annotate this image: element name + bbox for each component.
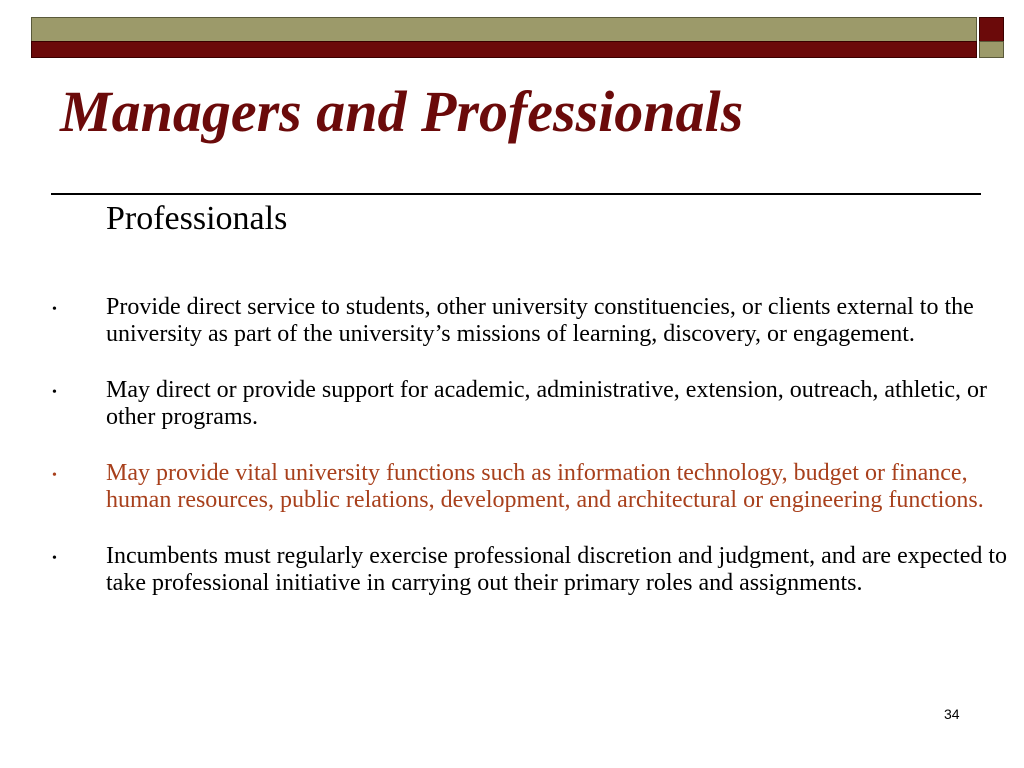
page-number: 34: [944, 706, 960, 722]
bullet-item: [52, 543, 1017, 597]
header-maroon-square: [979, 17, 1004, 42]
bullet-text: Provide direct service to students, other university constituencies, or clients external to the university as part of the university’s missions of learning, discovery, or engagement.: [106, 294, 974, 347]
header-olive-square: [979, 41, 1004, 58]
bullet-item: [52, 377, 1017, 431]
bullet-list: [52, 294, 1017, 626]
header-olive-band: [31, 17, 977, 42]
bullet-text: Incumbents must regularly exercise professional discretion and judgment, and are expected to take professional initiative in carrying out their primary roles and assignments.: [106, 543, 1008, 596]
bullet-item: [52, 460, 1017, 514]
bullet-icon: •: [52, 302, 57, 317]
title-divider: [51, 193, 981, 195]
bullet-icon: •: [52, 468, 57, 483]
bullet-item: [52, 294, 1017, 348]
bullet-text: May provide vital university functions such as information technology, budget or finance, human resources, public relations, development, and architectural or engineering functions.: [106, 460, 984, 513]
bullet-icon: •: [52, 385, 57, 400]
bullet-icon: •: [52, 551, 57, 566]
bullet-text: May direct or provide support for academic, administrative, extension, outreach, athletic, or other programs.: [106, 377, 988, 430]
slide-subheading: Professionals: [106, 200, 288, 237]
slide-title: Managers and Professionals: [60, 79, 744, 144]
header-maroon-band: [31, 41, 977, 58]
